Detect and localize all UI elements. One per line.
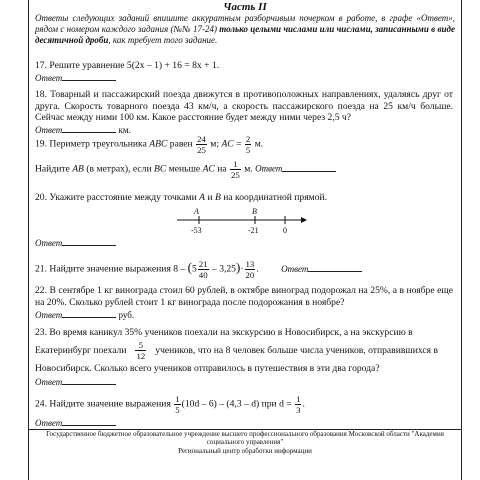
numerator: 1 <box>296 394 301 404</box>
text: м; <box>207 138 222 150</box>
text: 20. Укажите расстояние между точками <box>35 192 200 203</box>
footer-line-2: социального управления" <box>206 438 284 447</box>
paren-close: ) <box>235 259 241 275</box>
triangle-name: ABC <box>149 138 168 150</box>
answer-21-line[interactable] <box>308 263 362 272</box>
footer-line-3: Региональный центр обработки информации <box>178 446 312 455</box>
segment-name: AC <box>202 163 215 175</box>
task-23-line-2 <box>35 340 453 361</box>
answer-18-line[interactable] <box>62 124 116 133</box>
denominator: 40 <box>198 270 208 280</box>
numerator: 2 <box>245 134 251 144</box>
text: 19. Периметр треугольника <box>35 138 150 150</box>
task-20 <box>35 192 327 204</box>
segment-name: AB <box>72 163 84 175</box>
denominator: 5 <box>245 145 251 155</box>
text: 24. Найдите значение выражения <box>35 398 174 410</box>
answer-label: Ответ <box>35 310 63 320</box>
task-19-line-2 <box>35 159 336 180</box>
answer-20 <box>35 237 116 248</box>
numerator: 24 <box>197 134 206 144</box>
point-name: A <box>199 192 206 203</box>
tick-label-b: -21 <box>248 226 259 235</box>
numerator: 5 <box>135 340 146 351</box>
answer-label: Ответ <box>281 263 309 274</box>
answer-22-line[interactable] <box>62 309 116 318</box>
point-name: B <box>214 192 221 203</box>
text: м. <box>241 163 253 175</box>
text: (в метрах), если <box>83 163 155 175</box>
answer-label: Ответ <box>35 418 63 428</box>
text: = <box>233 138 244 150</box>
footer-line-1: Государственное бюджетное образовательное учреждение высшего профессионального образования Московской области "Академия <box>46 430 444 438</box>
numerator: 13 <box>245 259 255 269</box>
numerator: 1 <box>175 394 180 404</box>
task-22: 22. В сентябре 1 кг винограда стоил 60 рублей, в октябре виноград подорожал на 25%, а в ноябре еще на 20%. Сколько рублей стоит 1 кг винограда после подорожания в ноябре? <box>35 285 453 308</box>
text: . <box>302 398 305 410</box>
answer-label: Ответ <box>35 238 63 248</box>
task-23-line-1: 23. Во время каникул 35% учеников поехали на экскурсию в Новосибирск, а на экскурсию в <box>35 327 413 338</box>
footer <box>29 430 461 455</box>
paren-open: ( <box>187 259 192 275</box>
fraction <box>198 259 209 280</box>
test-page <box>28 0 462 480</box>
fraction <box>174 394 180 415</box>
answer-label: Ответ <box>35 73 63 83</box>
answer-20-line[interactable] <box>62 237 116 246</box>
answer-label: Ответ <box>255 163 283 174</box>
fraction <box>295 394 301 415</box>
arrow-icon <box>301 217 307 223</box>
instructions-text-2: , как требует того задание. <box>108 35 218 45</box>
denominator: 3 <box>296 405 301 415</box>
answer-17 <box>35 72 116 83</box>
tick-label-a: -53 <box>191 226 202 235</box>
fraction <box>245 134 251 155</box>
text: м. <box>252 138 264 150</box>
denominator: 25 <box>231 170 240 180</box>
task-17: 17. Решите уравнение 5(2x – 1) + 16 = 8x + 1. <box>35 60 220 71</box>
numerator: 21 <box>198 259 208 269</box>
text: (10d – 6) – (4,3 – d) при d = <box>181 398 295 410</box>
answer-label: Ответ <box>35 377 63 387</box>
instructions <box>35 13 455 46</box>
task-24 <box>35 394 305 415</box>
text: Екатеринбург поехали <box>35 344 127 356</box>
text: 21. Найдите значение выражения 8 – <box>35 263 188 275</box>
answer-22 <box>35 309 134 320</box>
task-21: 21. Найдите значение выражения 8 – (5 $\frac{21}{40}$ – 3,25)· $\frac{13}{20}$ . Ответ <box>35 259 362 280</box>
answer-23-line[interactable] <box>62 376 116 385</box>
instructions-bold: только целыми числами или числами, записанными в виде десятичной дроби <box>35 24 455 45</box>
fraction <box>196 134 207 155</box>
answer-18-unit: км. <box>118 125 131 135</box>
task-19-line-1 <box>35 134 263 155</box>
numerator: 1 <box>230 159 241 170</box>
task-18: 18. Товарный и пассажирский поезда движутся в противоположных направлениях, удаляясь друг от друга. Скорость товарного поезда 43 км/ч, а скорость пассажирского поезда на 25 км/ч больше. Сейчас между ними 100 км. Какое расстояние будет между ними через 2,5 ч? <box>35 89 453 123</box>
part-title: Часть II <box>223 1 267 13</box>
segment-name: AC <box>221 138 234 150</box>
task-23-line-3: Новосибирск. Сколько всего учеников отправилось в путешествия в эти два города? <box>35 363 380 374</box>
text: – 3,25 <box>209 263 236 275</box>
text: Найдите <box>35 163 73 175</box>
fraction <box>230 159 241 180</box>
answer-17-line[interactable] <box>62 72 116 81</box>
answer-23 <box>35 376 116 387</box>
denominator: 12 <box>136 351 146 361</box>
denominator: 25 <box>197 145 206 155</box>
denominator: 5 <box>175 405 180 415</box>
text: на <box>214 163 230 175</box>
answer-label: Ответ <box>35 125 63 135</box>
point-b-label: B <box>252 207 257 216</box>
mixed-whole: 5 <box>192 263 197 275</box>
point-a-label: A <box>194 207 199 216</box>
fraction <box>135 340 146 361</box>
text: равен <box>167 138 196 150</box>
tick-label-zero: 0 <box>283 226 287 235</box>
segment-name: BC <box>154 163 167 175</box>
answer-22-unit: руб. <box>118 310 135 320</box>
answer-24 <box>35 417 116 428</box>
text: на координатной прямой. <box>220 192 328 203</box>
text: и <box>205 192 215 203</box>
fraction <box>245 259 256 280</box>
text: меньше <box>166 163 203 175</box>
instructions-text-1: Ответы следующих заданий впишите аккуратным разборчивым почерком в работе, в графе «Ответ», рядом с номером каждого задания (№№ 17-24) <box>35 13 455 34</box>
denominator: 20 <box>245 270 255 280</box>
answer-19-line[interactable] <box>282 163 336 172</box>
text: учеников, что на 8 человек больше числа учеников, отправившихся в <box>155 344 438 356</box>
answer-24-line[interactable] <box>62 417 116 426</box>
